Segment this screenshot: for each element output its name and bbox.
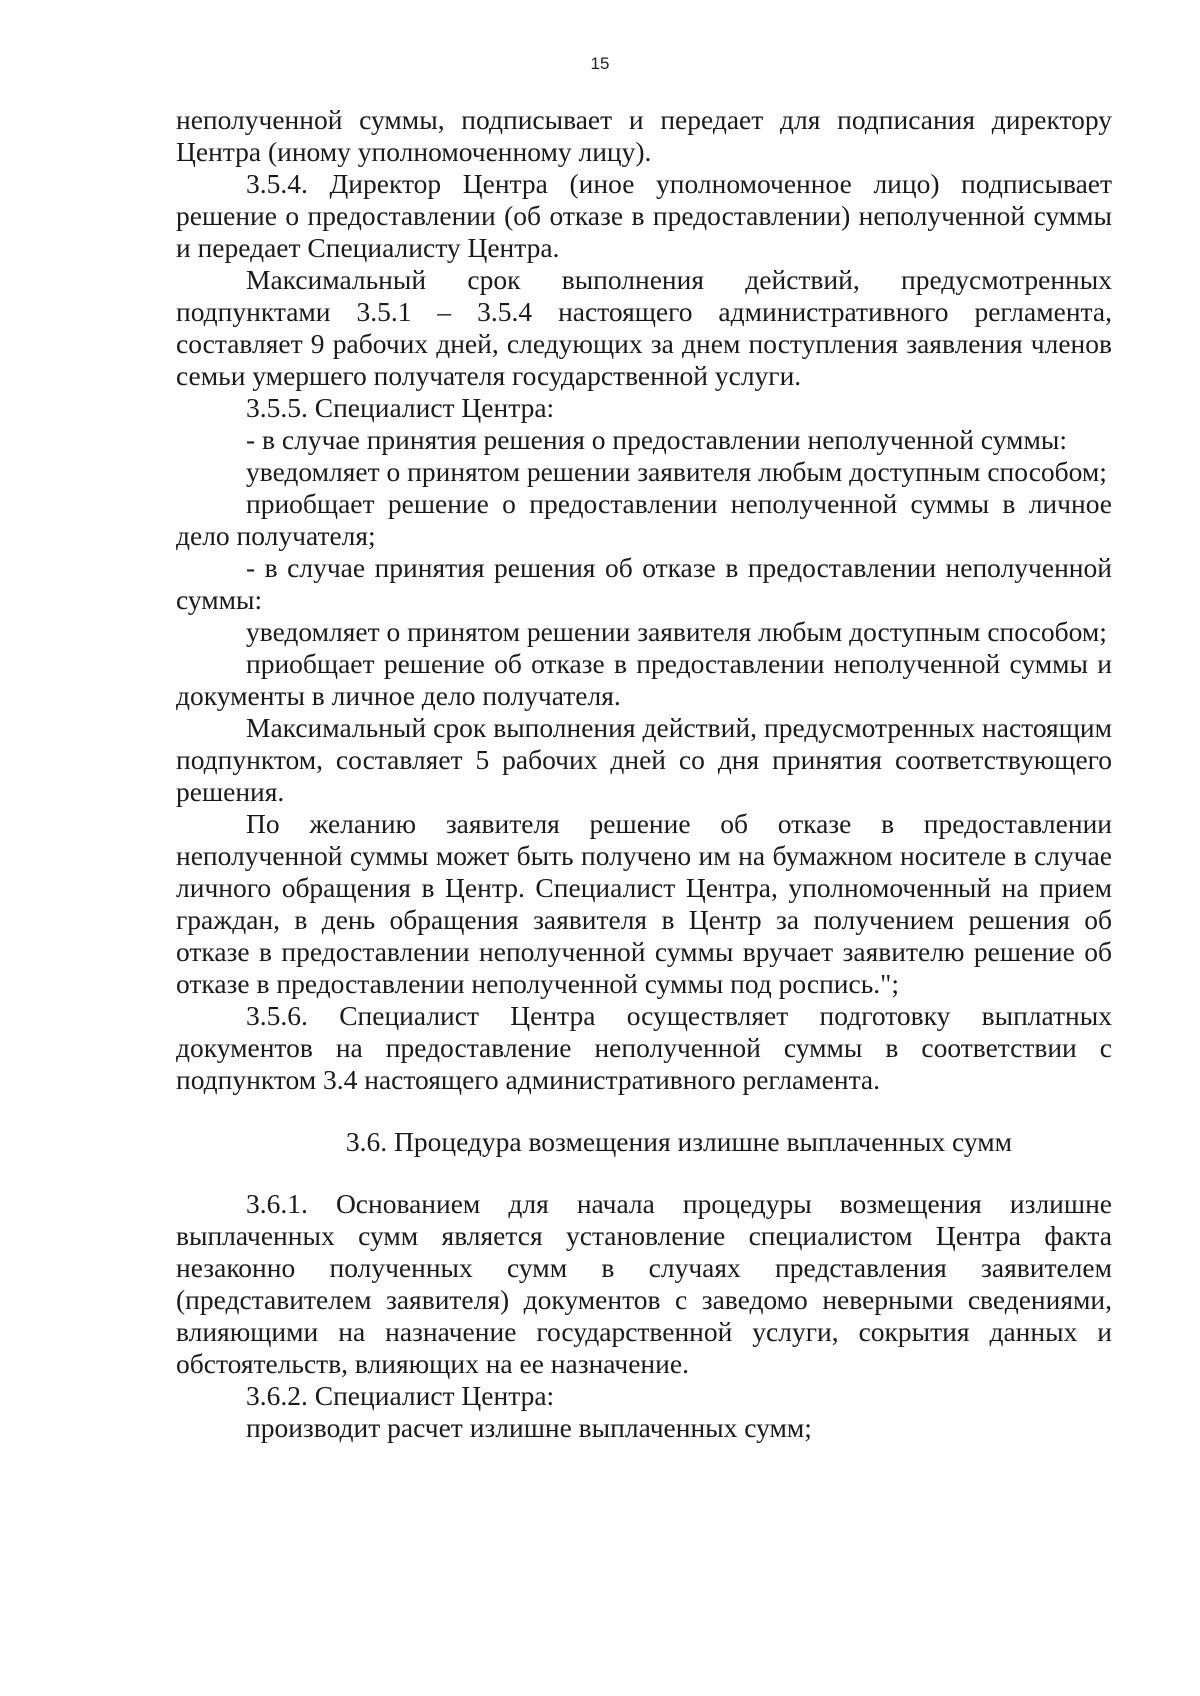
paragraph: приобщает решение о предоставлении неполученной суммы в личное дело получателя; — [176, 488, 1112, 551]
paragraph: приобщает решение об отказе в предоставлении неполученной суммы и документы в личное дело получателя. — [176, 648, 1112, 711]
page-number: 15 — [590, 54, 610, 73]
paragraph: уведомляет о принятом решении заявителя любым доступным способом; — [246, 456, 1107, 487]
paragraph: уведомляет о принятом решении заявителя любым доступным способом; — [246, 616, 1107, 647]
section-heading: 3.6. Процедура возмещения излишне выплаченных сумм — [345, 1126, 1013, 1157]
document-body — [176, 104, 1112, 1444]
paragraph: 3.5.5. Специалист Центра: — [246, 392, 555, 423]
paragraph: - в случае принятия решения об отказе в предоставлении неполученной суммы: — [176, 552, 1112, 615]
paragraph: 3.6.1. Основанием для начала процедуры возмещения излишне выплаченных сумм является установление специалистом Центра факта незаконно полученных сумм в случаях представления заявителем (представителем заявителя) документов с заведомо неверными сведениями, влияющими на назначение государственной услуги, сокрытия данных и обстоятельств, влияющих на ее назначение. — [176, 1188, 1112, 1379]
paragraph: 3.6.2. Специалист Центра: — [246, 1380, 555, 1411]
paragraph: Максимальный срок выполнения действий, предусмотренных настоящим подпунктом, составляет 5 рабочих дней со дня принятия соответствующего решения. — [176, 712, 1112, 807]
paragraph: Максимальный срок выполнения действий, предусмотренных подпунктами 3.5.1 – 3.5.4 настоящего административного регламента, составляет 9 рабочих дней, следующих за днем поступления заявления членов семьи умершего получателя государственной услуги. — [176, 264, 1112, 391]
paragraph: По желанию заявителя решение об отказе в предоставлении неполученной суммы может быть получено им на бумажном носителе в случае личного обращения в Центр. Специалист Центра, уполномоченный на прием граждан, в день обращения заявителя в Центр за получением решения об отказе в предоставлении неполученной суммы вручает заявителю решение об отказе в предоставлении неполученной суммы под роспись."; — [176, 808, 1112, 999]
paragraph: 3.5.6. Специалист Центра осуществляет подготовку выплатных документов на предоставление неполученной суммы в соответствии с подпунктом 3.4 настоящего административного регламента. — [176, 1000, 1112, 1095]
paragraph: неполученной суммы, подписывает и передает для подписания директору Центра (иному уполномоченному лицу). — [176, 104, 1112, 167]
paragraph: - в случае принятия решения о предоставлении неполученной суммы: — [246, 424, 1067, 455]
paragraph: 3.5.4. Директор Центра (иное уполномоченное лицо) подписывает решение о предоставлении (об отказе в предоставлении) неполученной суммы и передает Специалисту Центра. — [176, 168, 1112, 263]
paragraph: производит расчет излишне выплаченных сумм; — [246, 1412, 812, 1443]
